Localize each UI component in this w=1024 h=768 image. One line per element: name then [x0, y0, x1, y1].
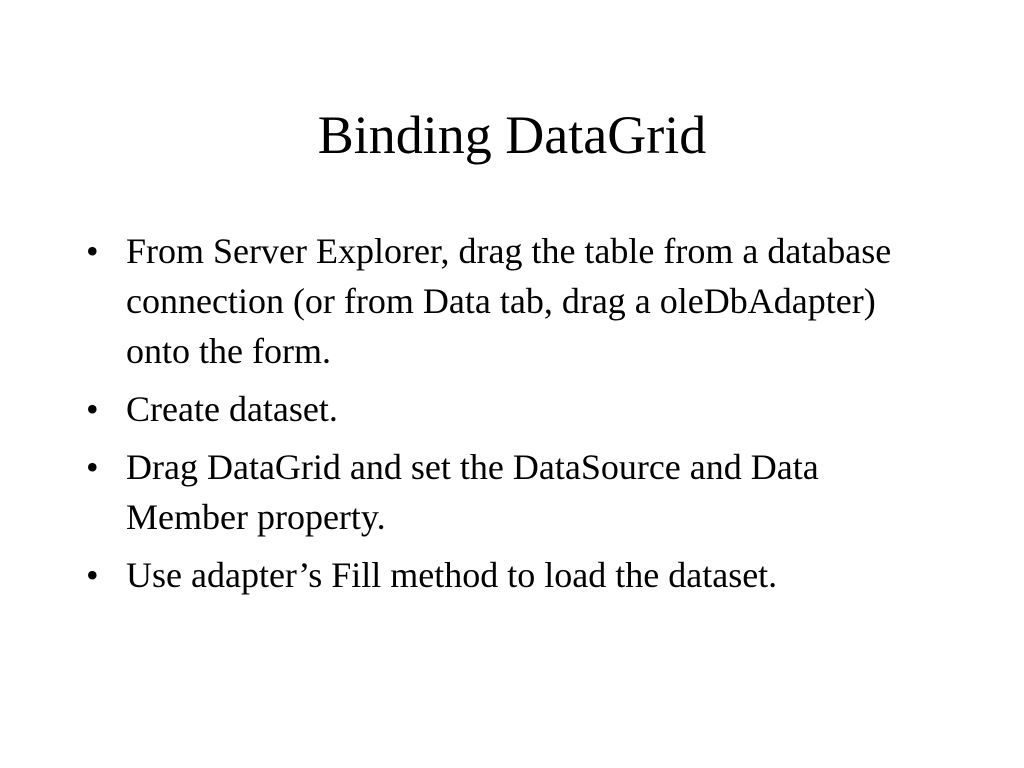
- bullet-text: From Server Explorer, drag the table from a database connection (or from Data tab, drag a oleDbAdapter) onto the form.: [126, 231, 892, 371]
- bullet-item: [86, 442, 946, 542]
- bullet-marker: •: [86, 231, 99, 271]
- bullet-marker: •: [86, 447, 99, 487]
- bullet-text: Drag DataGrid and set the DataSource and Data Member property.: [126, 447, 819, 537]
- bullet-item: [86, 384, 946, 434]
- bullet-item: [86, 226, 946, 376]
- slide-title: Binding DataGrid: [317, 105, 707, 165]
- bullet-text: Use adapter’s Fill method to load the dataset.: [126, 555, 778, 595]
- bullet-item: [86, 550, 946, 600]
- bullet-marker: •: [86, 555, 99, 595]
- bullet-list: [86, 226, 946, 608]
- bullet-text: Create dataset.: [126, 389, 338, 429]
- bullet-marker: •: [86, 389, 99, 429]
